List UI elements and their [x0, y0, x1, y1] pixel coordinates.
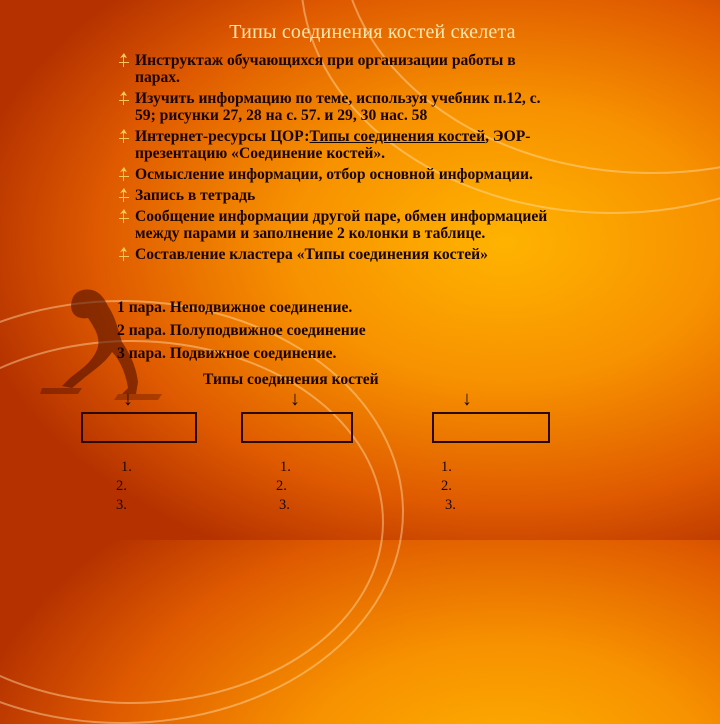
column-item: 2. — [116, 478, 127, 494]
resource-prefix: Интернет-ресурсы ЦОР: — [135, 128, 310, 145]
column-item: 3. — [445, 497, 456, 513]
list-item-line: Осмысление информации, отбор основной информации. — [135, 166, 533, 183]
cor-link[interactable]: Типы соединения костей — [309, 128, 486, 145]
list-item-line: между парами и заполнение 2 колонки в таблице. — [135, 225, 486, 242]
list-item — [118, 52, 678, 86]
bullet-icon — [118, 209, 130, 223]
list-item-line: Сообщение информации другой паре, обмен информацией — [135, 208, 548, 225]
bullet-icon — [118, 129, 130, 143]
slide-title: Типы соединения костей скелета — [229, 21, 516, 43]
list-item-line: презентацию «Соединение костей». — [135, 145, 386, 162]
bullet-icon — [118, 91, 130, 105]
cluster-box — [241, 412, 353, 443]
column-item: 1. — [280, 459, 291, 475]
arrow-down-icon: ↓ — [290, 388, 300, 410]
column-item: 3. — [116, 497, 127, 513]
bullet-icon — [118, 53, 130, 67]
cluster-box — [432, 412, 550, 443]
list-item — [118, 246, 678, 263]
resource-suffix: , ЭОР- — [485, 128, 531, 145]
cluster-box — [81, 412, 197, 443]
bullet-icon — [118, 167, 130, 181]
list-item-line: парах. — [135, 69, 180, 86]
pair-line: 3 пара. Подвижное соединение. — [117, 345, 337, 362]
bullet-icon — [118, 188, 130, 202]
list-item-line: Запись в тетрадь — [135, 187, 256, 204]
pair-line: 1 пара. Неподвижное соединение. — [117, 299, 353, 316]
list-item-line — [135, 128, 678, 145]
column-item: 1. — [441, 459, 452, 475]
list-item-line: Инструктаж обучающихся при организации работы в — [135, 52, 516, 69]
column-item: 3. — [279, 497, 290, 513]
bullet-list — [118, 52, 678, 267]
list-item — [118, 90, 678, 124]
cluster-title: Типы соединения костей — [203, 371, 379, 388]
bullet-icon — [118, 247, 130, 261]
list-item — [118, 187, 678, 204]
runner-silhouette — [22, 270, 182, 410]
list-item-line: 59; рисунки 27, 28 на с. 57. и 29, 30 нас. 58 — [135, 107, 428, 124]
arrow-down-icon: ↓ — [462, 388, 472, 410]
column-item: 2. — [441, 478, 452, 494]
list-item — [118, 208, 678, 242]
column-item: 2. — [276, 478, 287, 494]
list-item — [118, 166, 678, 183]
column-item: 1. — [121, 459, 132, 475]
arrow-down-icon: ↓ — [123, 388, 133, 410]
list-item-line: Изучить информацию по теме, используя учебник п.12, с. — [135, 90, 541, 107]
list-item — [118, 128, 678, 162]
list-item-line: Составление кластера «Типы соединения костей» — [135, 246, 488, 263]
pair-line: 2 пара. Полуподвижное соединение — [117, 322, 366, 339]
